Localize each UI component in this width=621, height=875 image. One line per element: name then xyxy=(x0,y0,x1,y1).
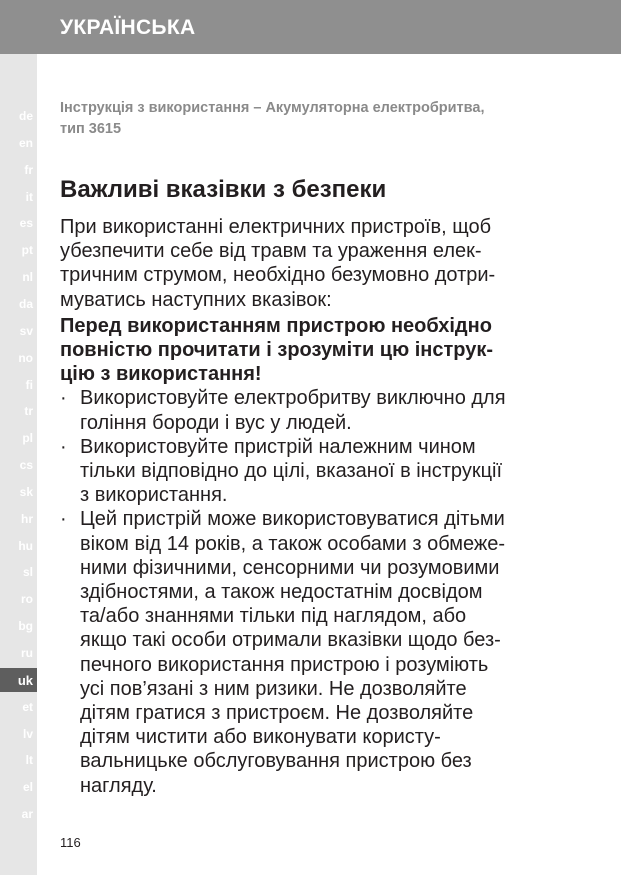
language-tab-lt: lt xyxy=(25,753,33,768)
bullet-item xyxy=(60,435,590,508)
language-tab-et: et xyxy=(22,699,33,714)
language-tab-sk: sk xyxy=(19,484,33,499)
language-tab-en: en xyxy=(18,135,33,150)
document-subtitle xyxy=(60,98,590,140)
language-tab-el: el xyxy=(22,780,33,795)
section-heading: Важливі вказівки з безпеки xyxy=(60,176,387,203)
language-tab-it: it xyxy=(25,189,33,204)
bullet-line: з використання. xyxy=(80,484,228,507)
intro-line: убезпечити себе від травм та ураження елек- xyxy=(60,240,482,263)
header-title: УКРАЇНСЬКА xyxy=(60,16,196,39)
bullet-dot-icon: · xyxy=(60,435,67,458)
language-tab-bg: bg xyxy=(18,619,33,634)
language-tab-sl: sl xyxy=(22,565,33,580)
intro-line: муватись наступних вказівок: xyxy=(60,288,332,311)
language-tab-ro: ro xyxy=(21,592,33,607)
intro-line: тричним струмом, необхідно безумовно дотри- xyxy=(60,264,496,287)
warning-paragraph xyxy=(60,314,590,387)
safety-text xyxy=(60,215,590,798)
bullet-line: нагляду. xyxy=(80,774,157,797)
language-tab-no: no xyxy=(18,350,33,365)
language-tab-nl: nl xyxy=(22,270,33,285)
language-tab-es: es xyxy=(19,216,33,231)
bullet-line: Використовуйте електробритву виключно для xyxy=(80,387,506,410)
bullet-item xyxy=(60,507,590,797)
language-sidebar xyxy=(0,54,37,875)
language-tab-ru: ru xyxy=(21,646,33,660)
language-tab-pl: pl xyxy=(22,431,33,446)
page-number: 116 xyxy=(60,835,81,850)
bullet-line: гоління бороди і вус у людей. xyxy=(80,411,352,434)
bullet-line: печного використання пристрою і розуміють xyxy=(80,653,489,676)
bullet-line: тільки відповідно до цілі, вказаної в інструкції xyxy=(80,460,503,483)
language-tab-hu: hu xyxy=(18,538,33,553)
bullet-dot-icon: · xyxy=(60,508,67,531)
bullet-line: ними фізичними, сенсорними чи розумовими xyxy=(80,556,500,579)
subtitle-line: тип 3615 xyxy=(60,121,122,137)
language-tab-fr: fr xyxy=(24,162,33,177)
bullet-line: та/або знаннями тільки під наглядом, або xyxy=(80,605,467,628)
bullet-line: дітям чистити або виконувати користу- xyxy=(80,726,441,749)
intro-paragraph xyxy=(60,215,590,312)
subtitle-line: Інструкція з використання – Акумуляторна електробритва, xyxy=(60,100,485,116)
language-tab-hr: hr xyxy=(21,511,33,526)
warning-line: повністю прочитати і зрозуміти цю інструк- xyxy=(60,339,494,362)
intro-line: При використанні електричних пристроїв, щоб xyxy=(60,216,492,238)
bullet-line: усі пов’язані з ним ризики. Не дозволяйте xyxy=(80,677,467,700)
bullet-line: вальницьке обслуговування пристрою без xyxy=(80,750,472,773)
language-tab-sv: sv xyxy=(19,323,33,338)
language-tab-tr: tr xyxy=(24,404,33,419)
language-tab-pt: pt xyxy=(21,243,33,258)
language-tab-lv: lv xyxy=(22,726,33,741)
bullet-line: здібностями, а також недостатнім досвідом xyxy=(80,581,483,604)
language-tab-cs: cs xyxy=(19,458,33,473)
bullet-item xyxy=(60,386,590,434)
language-tab-fi: fi xyxy=(25,377,33,392)
bullet-line: Цей пристрій може використовуватися дітьми xyxy=(80,508,505,531)
bullet-line: якщо такі особи отримали вказівки щодо без- xyxy=(80,629,501,652)
language-tab-da: da xyxy=(18,296,33,311)
warning-line: Перед використанням пристрою необхідно xyxy=(60,314,492,337)
bullet-line: віком від 14 років, а також особами з обмеже- xyxy=(80,532,506,555)
bullet-dot-icon: · xyxy=(60,387,67,410)
warning-line: цію з використання! xyxy=(60,363,262,386)
language-tab-de: de xyxy=(18,109,33,123)
language-tab-uk: uk xyxy=(17,672,33,688)
header-bar xyxy=(0,0,621,54)
language-tab-ar: ar xyxy=(21,807,33,822)
bullet-line: дітям гратися з пристроєм. Не дозволяйте xyxy=(80,702,474,725)
bullet-line: Використовуйте пристрій належним чином xyxy=(80,435,476,458)
